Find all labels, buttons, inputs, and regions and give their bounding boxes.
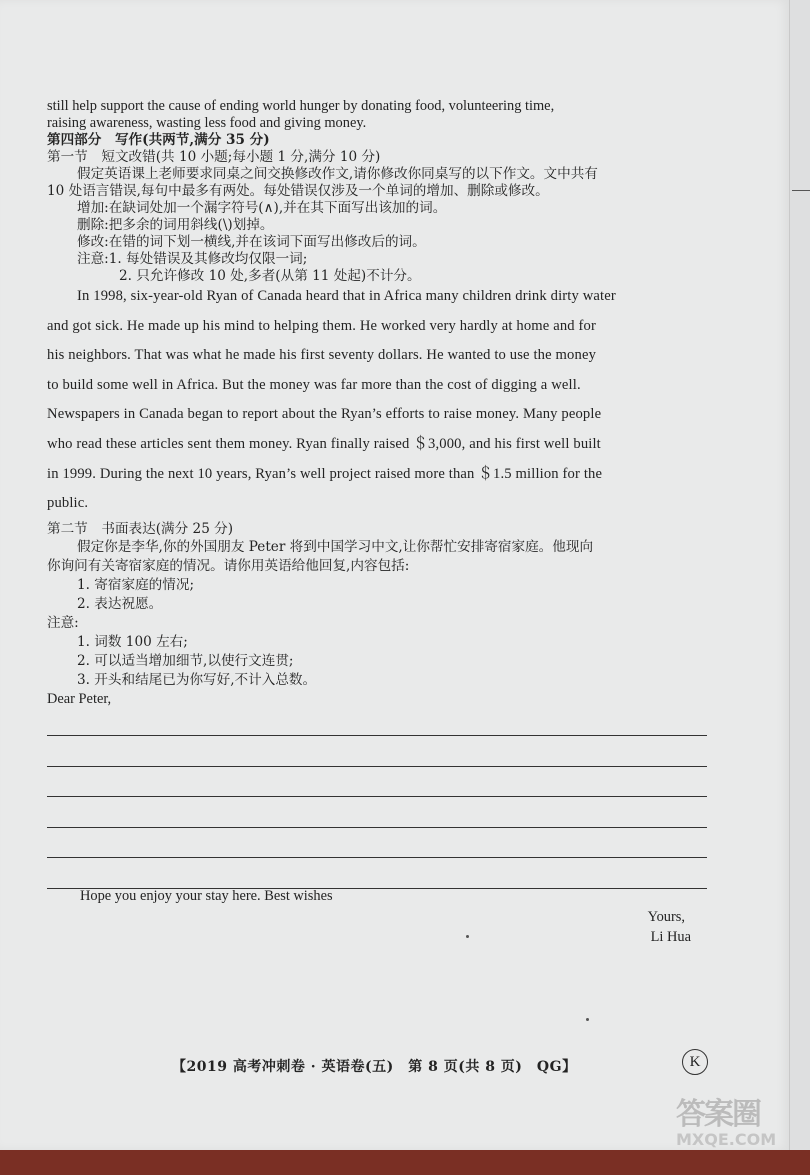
circled-k-mark: K — [682, 1049, 708, 1075]
passage-line: public. — [47, 495, 89, 512]
page-footer: 【2019 高考冲刺卷 · 英语卷(五) 第 8 页(共 8 页) QG】 — [172, 1059, 577, 1075]
section1-instruction: 修改:在错的词下划一横线,并在该词下面写出修改后的词。 — [77, 234, 426, 250]
section1-instruction: 假定英语课上老师要求同桌之间交换修改作文,请你修改你同桌写的以下作文。文中共有 — [77, 166, 598, 182]
fold-mark — [792, 190, 810, 191]
section2-note: 3. 开头和结尾已为你写好,不计入总数。 — [77, 671, 317, 688]
passage-line: and got sick. He made up his mind to helping them. He worked very hardly at home and for — [47, 317, 596, 334]
letter-signoff: Yours, — [647, 909, 685, 925]
answer-line — [47, 735, 707, 736]
top-text-line-2: raising awareness, wasting less food and giving money. — [47, 115, 367, 131]
passage-line: in 1999. During the next 10 years, Ryan’s well project raised more than ＄1.5 million for the — [47, 465, 603, 482]
letter-closing-line: Hope you enjoy your stay here. Best wishes — [80, 888, 333, 904]
exam-content — [47, 98, 707, 709]
answer-line — [47, 766, 707, 767]
section1-title: 第一节 短文改错(共 10 小题;每小题 1 分,满分 10 分) — [47, 149, 381, 165]
ink-dot — [586, 1018, 589, 1021]
section2-note: 1. 词数 100 左右; — [77, 633, 188, 650]
section1-instruction: 10 处语言错误,每句中最多有两处。每处错误仅涉及一个单词的增加、删除或修改。 — [47, 183, 549, 199]
section1-instruction: 增加:在缺词处加一个漏字符号(∧),并在其下面写出该加的词。 — [77, 200, 447, 216]
passage-line: who read these articles sent them money. Ryan finally raised ＄3,000, and his first well built — [47, 435, 601, 452]
passage-line: his neighbors. That was what he made his first seventy dollars. He wanted to use the money — [47, 347, 597, 364]
watermark-url: MXQE.COM — [676, 1130, 777, 1149]
error-correction-passage — [47, 282, 707, 519]
answer-line — [47, 796, 707, 797]
section2-prompt: 你询问有关寄宿家庭的情况。请你用英语给他回复,内容包括: — [47, 557, 410, 574]
part4-title: 第四部分 写作(共两节,满分 35 分) — [47, 132, 270, 148]
letter-signature: Li Hua — [650, 929, 691, 945]
watermark-text: 答案圈 — [676, 1097, 760, 1132]
section2-title: 第二节 书面表达(满分 25 分) — [47, 520, 234, 537]
section2-note: 2. 可以适当增加细节,以使行文连贯; — [77, 652, 294, 669]
section1-note-2: 2. 只允许修改 10 处,多者(从第 11 处起)不计分。 — [119, 268, 421, 284]
passage-line: In 1998, six-year-old Ryan of Canada heard that in Africa many children drink dirty water — [77, 288, 616, 304]
top-text-line-1: still help support the cause of ending world hunger by donating food, volunteering time, — [47, 98, 555, 114]
answer-line — [47, 827, 707, 828]
letter-salutation: Dear Peter, — [47, 690, 112, 707]
passage-line: Newspapers in Canada began to report about the Ryan’s efforts to raise money. Many people — [47, 406, 602, 423]
section1-instruction: 删除:把多余的词用斜线(\)划掉。 — [77, 217, 274, 233]
ink-dot — [466, 935, 469, 938]
section2-notes-label: 注意: — [47, 614, 79, 631]
site-watermark-logo — [676, 1098, 786, 1152]
page-fold-edge — [789, 0, 810, 1160]
section2-prompt: 假定你是李华,你的外国朋友 Peter 将到中国学习中文,让你帮忙安排寄宿家庭。他现向 — [77, 538, 594, 555]
table-surface — [0, 1150, 810, 1175]
section2-point: 2. 表达祝愿。 — [77, 595, 163, 612]
letter-signature-block — [648, 907, 691, 947]
section1-instruction: 注意:1. 每处错误及其修改均仅限一词; — [77, 251, 308, 267]
passage-line: to build some well in Africa. But the money was far more than the cost of digging a well. — [47, 376, 581, 393]
answer-line — [47, 857, 707, 858]
section2-point: 1. 寄宿家庭的情况; — [77, 576, 195, 593]
